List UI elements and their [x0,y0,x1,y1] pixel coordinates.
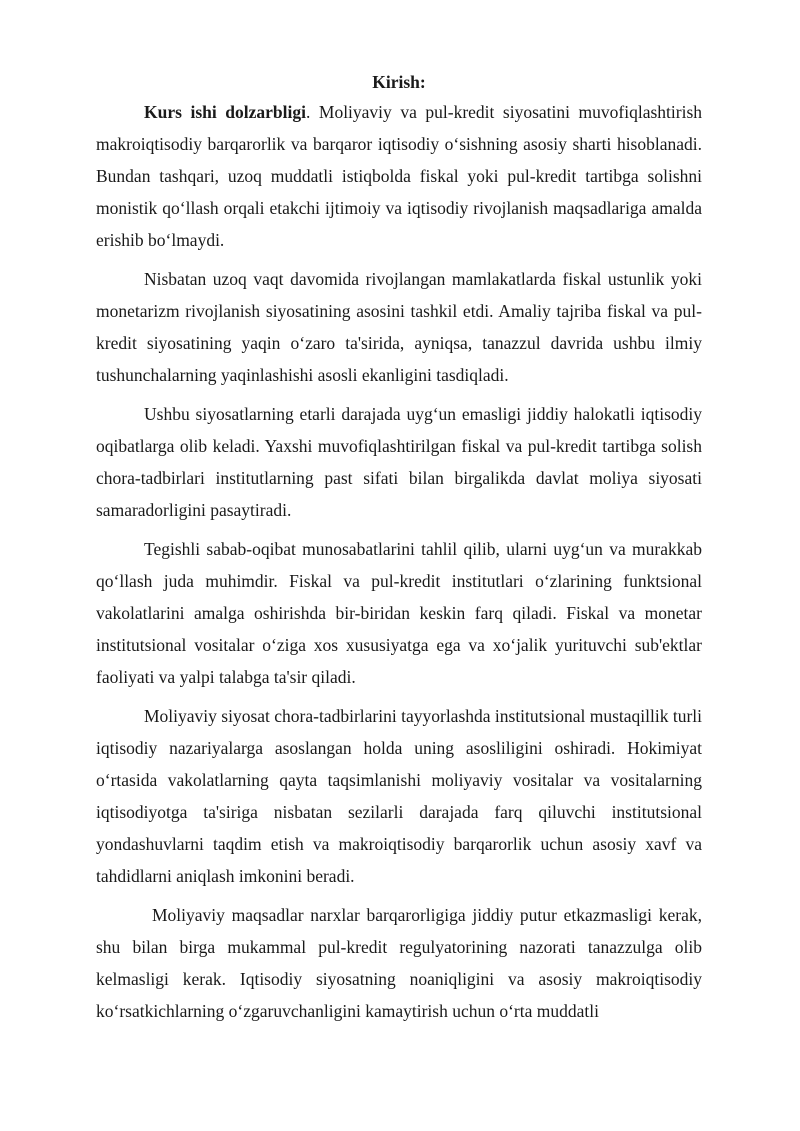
body-paragraph-2: Ushbu siyosatlarning etarli darajada uyg‘un emasligi jiddiy halokatli iqtisodiy oqibatlarga olib keladi. Yaxshi muvofiqlashtirilgan fiskal va pul-kredit tartibga solish chora-tadbirlari institutlarning past sifati bilan birgalikda davlat moliya siyosati samaradorligini pasaytiradi. [96,404,702,520]
body-paragraph-5: Moliyaviy maqsadlar narxlar barqarorligiga jiddiy putur etkazmasligi kerak, shu bilan birga mukammal pul-kredit regulyatorining nazorati tanazzulga olib kelmasligi kerak. Iqtisodiy siyosatning noaniqligini va asosiy makroiqtisodiy ko‘rsatkichlarning o‘zgaruvchanligini kamaytirish uchun o‘rta muddatli [96,905,702,1021]
intro-lead: Kurs ishi dolzarbligi [144,102,306,122]
document-page [96,66,702,1034]
intro-text: . Moliyaviy va pul-kredit siyosatini muvofiqlashtirish makroiqtisodiy barqarorlik va barqaror iqtisodiy o‘sishning asosiy sharti hisoblanadi. Bundan tashqari, uzoq muddatli istiqbolda fiskal yoki pul-kredit tartibga solishni monistik qo‘llash orqali etakchi ijtimoiy va iqtisodiy rivojlanish maqsadlariga amalda erishib bo‘lmaydi. [96,102,703,250]
body-paragraph-3: Tegishli sabab-oqibat munosabatlarini tahlil qilib, ularni uyg‘un va murakkab qo‘llash juda muhimdir. Fiskal va pul-kredit institutlari o‘zlarining funktsional vakolatlarini amalga oshirishda bir-biridan keskin farq qiladi. Fiskal va monetar institutsional vositalar o‘ziga xos xususiyatga ega va xo‘jalik yurituvchi sub'ektlar faoliyati va yalpi talabga ta'sir qiladi. [96,539,702,687]
body-paragraph-4: Moliyaviy siyosat chora-tadbirlarini tayyorlashda institutsional mustaqillik turli iqtisodiy nazariyalarga asoslangan holda uning asosliligini oshiradi. Hokimiyat o‘rtasida vakolatlarning qayta taqsimlanishi moliyaviy vositalar va vositalarning iqtisodiyotga ta'siriga nisbatan sezilarli darajada farq qiluvchi institutsional yondashuvlarni taqdim etish va makroiqtisodiy barqarorlik uchun asosiy xavf va tahdidlarni aniqlash imkonini beradi. [96,706,702,886]
body-paragraph-1: Nisbatan uzoq vaqt davomida rivojlangan mamlakatlarda fiskal ustunlik yoki monetarizm rivojlanish siyosatining asosini tashkil etdi. Amaliy tajriba fiskal va pul-kredit siyosatining yaqin o‘zaro ta'sirida, ayniqsa, tanazzul davrida ushbu ilmiy tushunchalarning yaqinlashishi asosli ekanligini tasdiqladi. [96,269,702,385]
section-title: Kirish: [372,72,426,92]
intro-paragraph [96,96,702,256]
